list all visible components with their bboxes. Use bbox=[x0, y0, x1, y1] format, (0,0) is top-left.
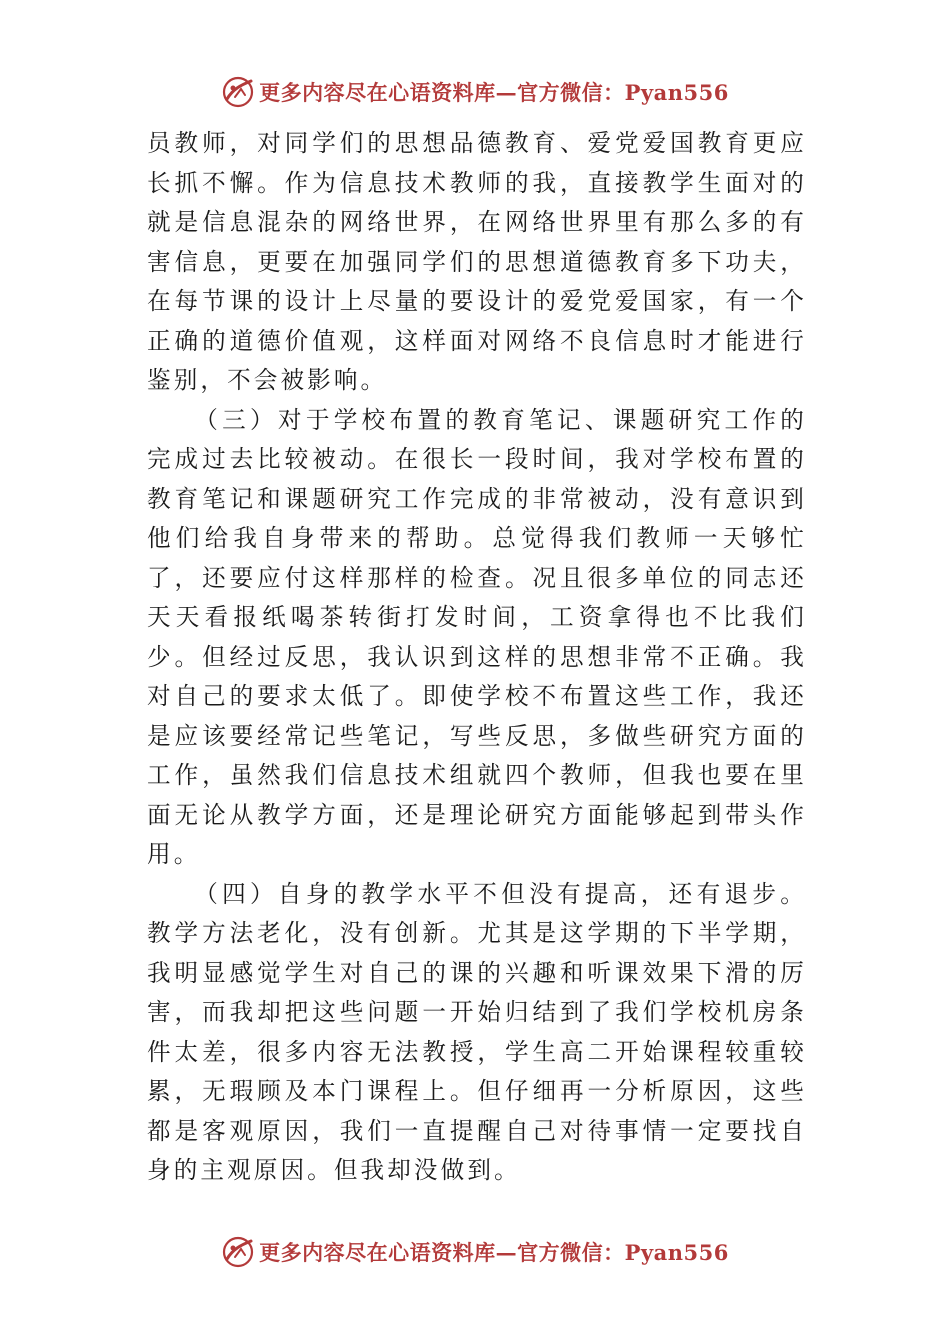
footer-banner-text: 更多内容尽在心语资料库—官方微信：Pyan556 bbox=[259, 1240, 729, 1265]
document-body bbox=[147, 124, 807, 1191]
footer-banner bbox=[0, 1232, 950, 1272]
paragraph-continuation: 员教师，对同学们的思想品德教育、爱党爱国教育更应长抓不懈。作为信息技术教师的我，直接教学生面对的就是信息混杂的网络世界，在网络世界里有那么多的有害信息，更要在加强同学们的思想道德教育多下功夫，在每节课的设计上尽量的要设计的爱党爱国家，有一个正确的道德价值观，这样面对网络不良信息时才能进行鉴别，不会被影响。 bbox=[147, 129, 807, 394]
paragraph-section-four: （四）自身的教学水平不但没有提高，还有退步。教学方法老化，没有创新。尤其是这学期的下半学期，我明显感觉学生对自己的课的兴趣和听课效果下滑的厉害，而我却把这些问题一开始归结到了我们学校机房条件太差，很多内容无法教授，学生高二开始课程较重较累，无瑕顾及本门课程上。但仔细再一分析原因，这些都是客观原因，我们一直提醒自己对待事情一定要找自身的主观原因。但我却没做到。 bbox=[147, 879, 807, 1184]
paragraph-section-three: （三）对于学校布置的教育笔记、课题研究工作的完成过去比较被动。在很长一段时间，我对学校布置的教育笔记和课题研究工作完成的非常被动，没有意识到他们给我自身带来的帮助。总觉得我们教师一天够忙了，还要应付这样那样的检查。况且很多单位的同志还天天看报纸喝茶转街打发时间，工资拿得也不比我们少。但经过反思，我认识到这样的思想非常不正确。我对自己的要求太低了。即使学校不布置这些工作，我还是应该要经常记些笔记，写些反思，多做些研究方面的工作，虽然我们信息技术组就四个教师，但我也要在里面无论从教学方面，还是理论研究方面能够起到带头作用。 bbox=[147, 405, 807, 868]
header-banner bbox=[0, 72, 950, 112]
stamp-logo-icon bbox=[221, 75, 255, 109]
stamp-logo-icon bbox=[221, 1235, 255, 1269]
header-banner-text: 更多内容尽在心语资料库—官方微信：Pyan556 bbox=[259, 80, 729, 105]
